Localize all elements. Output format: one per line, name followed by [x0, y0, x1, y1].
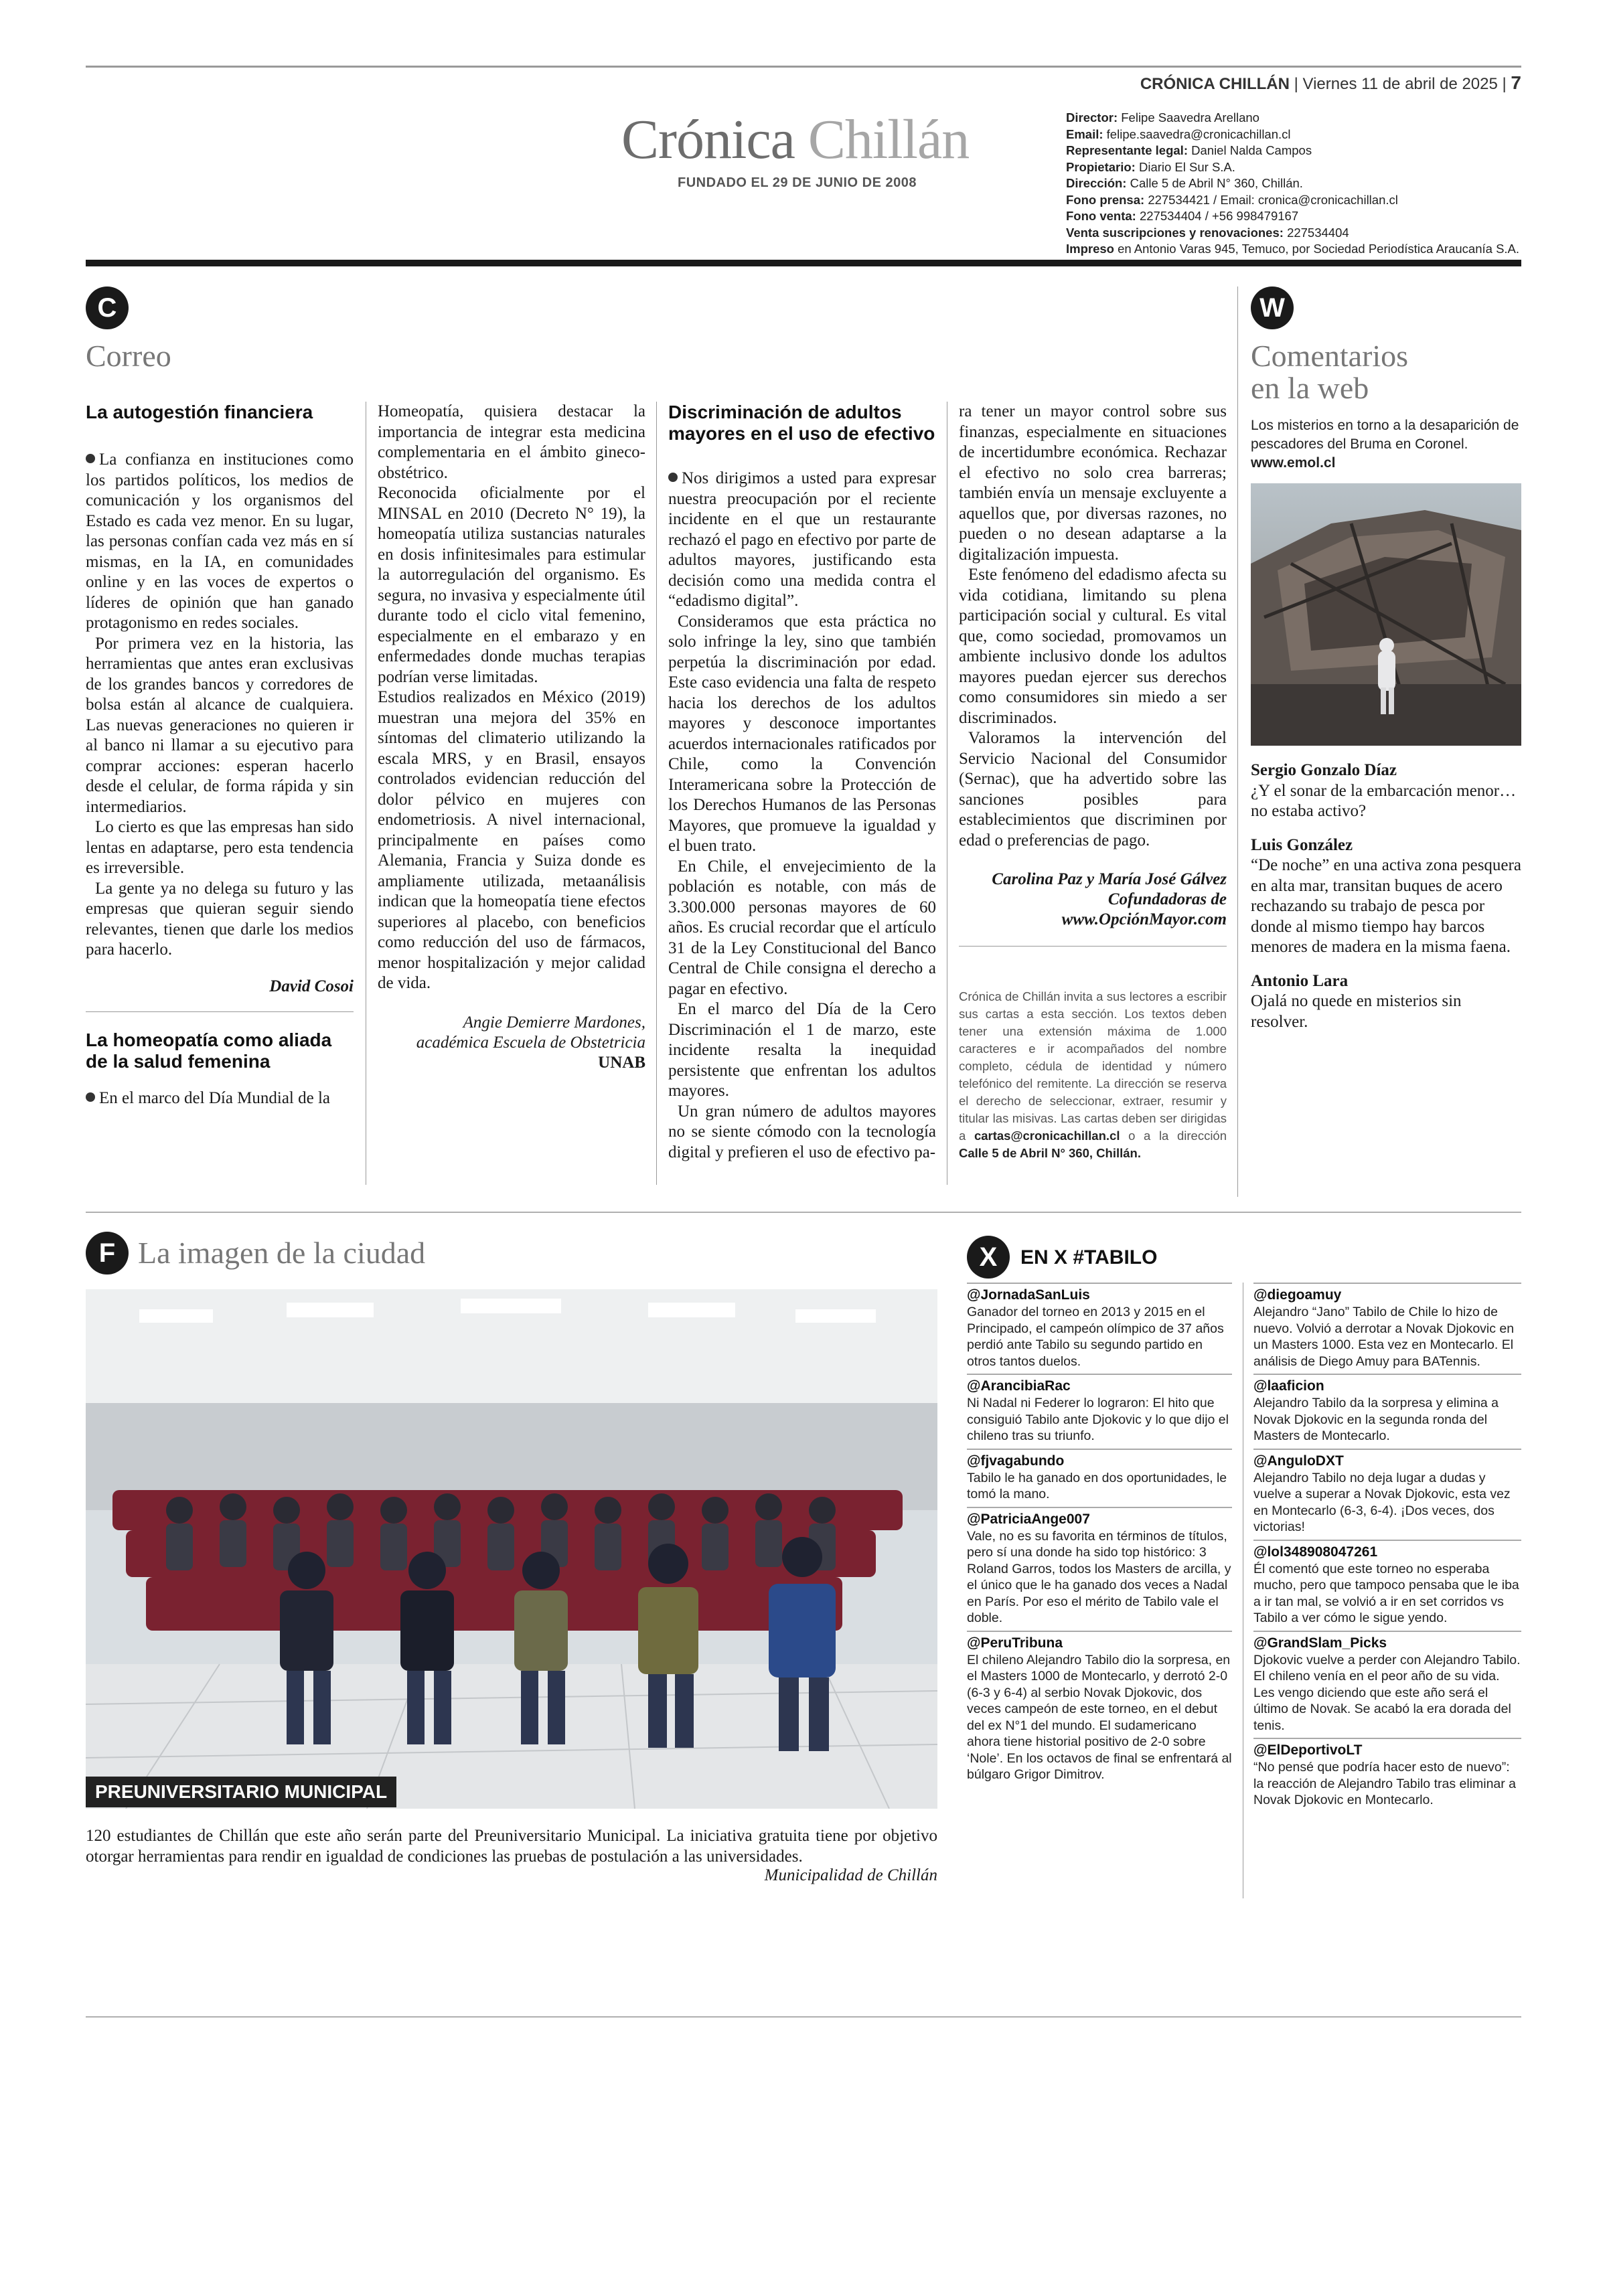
web-lead — [1251, 416, 1521, 473]
letter-headline: Discriminación de adultos mayores en el uso de efectivo — [668, 402, 935, 444]
header-divider — [86, 260, 1521, 266]
signature-org: www.OpciónMayor.com — [1061, 910, 1227, 928]
letter-paragraph: Lo cierto es que las empresas han sido lentas en adaptarse, pero esta tendencia es irreversible. — [86, 818, 354, 877]
comment-author: Antonio Lara — [1251, 971, 1349, 990]
top-rule — [86, 66, 1521, 68]
letter-paragraph: En Chile, el envejecimiento de la población es notable, con más de 3.300.000 personas mayores de 60 años. Es crucial recordar que el artículo 31 de la Ley Constitucional del Banco Central de Chile consigna el derecho a pagar en efectivo. — [668, 857, 936, 998]
masthead-row — [1066, 225, 1521, 242]
web-badge: W — [1251, 286, 1294, 329]
masthead-row — [1066, 159, 1521, 176]
city-photo — [86, 1289, 937, 1809]
letter-signature — [86, 977, 354, 997]
paragraph-text: Nos dirigimos a usted para expresar nuestra preocupación por el reciente incidente en el que un restaurante rechazó el pago en efectivo por parte de adultos mayores, justificando esta decisión como una medida contra el “edadismo digital”. — [668, 469, 936, 610]
tweet[interactable] — [1253, 1540, 1521, 1627]
section-divider — [86, 1212, 1521, 1213]
comment-author: Sergio Gonzalo Díaz — [1251, 761, 1397, 779]
tweet[interactable] — [967, 1283, 1232, 1370]
page-number: 7 — [1511, 72, 1521, 93]
masthead — [1066, 110, 1521, 258]
tweet-text: Él comentó que este torneo no esperaba mucho, pero que tampoco pensaba que le iba a ir tan mal, se volvió a ir en set corridos vs Tabilo a ver cómo le sigue yendo. — [1253, 1561, 1519, 1625]
folio — [1140, 72, 1521, 94]
masthead-value: Calle 5 de Abril N° 360, Chillán. — [1130, 176, 1303, 190]
founded-line: FUNDADO EL 29 DE JUNIO DE 2008 — [678, 175, 917, 190]
correo-section-title: Correo — [86, 339, 171, 373]
tweet-text: Alejandro Tabilo no deja lugar a dudas y vuelve a superar a Novak Djokovic, esta vez en Montecarlo (6-3, 6-4). ¡Dos veces, dos victorias! — [1253, 1470, 1511, 1534]
masthead-row — [1066, 208, 1521, 225]
masthead-label: Impreso — [1066, 242, 1114, 256]
letter-paragraph — [668, 469, 936, 612]
letter-paragraph: Valoramos la intervención del Servicio Nacional del Consumidor (Sernac), que ha advertido sobre las sanciones posibles para establecimientos que discriminen por edad o preferencias de pago. — [959, 729, 1227, 849]
letter-paragraph: ra tener un mayor control sobre sus finanzas, especialmente en situaciones de incertidumbre económica. Rechazar el efectivo no solo crea barreras; también envía un mensaje excluyente a aquellos que, por diversas razones, no pueden o no desean adaptarse a la digitalización impuesta. — [959, 402, 1227, 564]
logo-word-1: Crónica — [621, 108, 795, 171]
letter-paragraph: Reconocida oficialmente por el MINSAL en 2010 (Decreto N° 19), la homeopatía utiliza sustancias naturales en dosis infinitesimales para estimular la autorregulación del organismo. Es segura, no invasiva y especialmente útil durante todo el ciclo vital femenino, especialmente en el embarazo y en enfermedades donde muchas terapias podrían verse limitadas. — [378, 484, 645, 686]
letter-signature — [378, 1013, 645, 1073]
city-photo-credit: Municipalidad de Chillán — [764, 1866, 937, 1884]
masthead-row — [1066, 110, 1521, 127]
tweet-handle[interactable]: @PeruTribuna — [967, 1635, 1063, 1651]
masthead-row — [1066, 241, 1521, 258]
letter-divider — [86, 1011, 354, 1012]
letter-column-3 — [668, 402, 936, 1163]
web-title-line-2: en la web — [1251, 371, 1369, 405]
web-source-link[interactable]: www.emol.cl — [1251, 455, 1336, 471]
letter-divider — [959, 946, 1227, 947]
masthead-row — [1066, 143, 1521, 159]
letter-column-2 — [378, 402, 645, 1073]
web-comment — [1251, 971, 1521, 1033]
masthead-label: Email: — [1066, 127, 1103, 141]
masthead-label: Representante legal: — [1066, 143, 1188, 157]
bullet-dot-icon — [86, 454, 95, 463]
masthead-value: felipe.saavedra@cronicachillan.cl — [1106, 127, 1291, 141]
signature-name: David Cosoi — [269, 977, 354, 995]
auditorium-illustration — [86, 1289, 937, 1809]
comment-author: Luis González — [1251, 835, 1353, 854]
tweet-text: Tabilo le ha ganado en dos oportunidades, le tomó la mano. — [967, 1470, 1227, 1501]
photo-label: PREUNIVERSITARIO MUNICIPAL — [86, 1777, 396, 1807]
x-badge: X — [967, 1236, 1010, 1279]
signature-name: Angie Demierre Mardones, — [463, 1013, 645, 1032]
note-email: cartas@cronicachillan.cl — [974, 1129, 1120, 1143]
letter-headline: La homeopatía como aliada de la salud femenina — [86, 1029, 332, 1072]
tweet-text: Djokovic vuelve a perder con Alejandro Tabilo. El chileno venía en el peor año de su vida. Les vengo diciendo que este año será el último de Novak. Se acabó la era dorada del tenis. — [1253, 1652, 1521, 1733]
masthead-value: 227534404 — [1287, 225, 1349, 240]
signature-org: UNAB — [598, 1053, 645, 1072]
masthead-row — [1066, 192, 1521, 209]
shipwreck-illustration — [1251, 483, 1521, 746]
correo-badge: C — [86, 286, 129, 329]
bottom-rule — [86, 2016, 1521, 2018]
tweet[interactable] — [1253, 1283, 1521, 1370]
letter-paragraph — [86, 1088, 354, 1109]
masthead-value: 227534421 / Email: cronica@cronicachillan.cl — [1148, 192, 1398, 207]
masthead-value: Diario El Sur S.A. — [1138, 159, 1235, 174]
tweet[interactable] — [967, 1631, 1232, 1783]
bullet-dot-icon — [668, 473, 678, 482]
letter-paragraph: Homeopatía, quisiera destacar la importancia de integrar esta medicina complementaria en el ámbito gineco-obstétrico. — [378, 402, 645, 482]
web-title-line-1: Comentarios — [1251, 339, 1409, 373]
masthead-row — [1066, 127, 1521, 143]
web-section-title — [1251, 340, 1408, 404]
tweets-column-1 — [967, 1283, 1232, 1787]
tweet-text: El chileno Alejandro Tabilo dio la sorpresa, en el Masters 1000 de Montecarlo, y derrotó 2-0 (6-3 y 6-4) al serbio Novak Djokovic, dos veces campeón de este torneo, en el debut del ex N°1 del mundo. El sudamericano ahora tiene historial positivo de 2-0 sobre ‘Nole’. En los octavos de final se enfrentará al búlgaro Grigor Dimitrov. — [967, 1652, 1232, 1782]
tweet-handle[interactable]: @PatriciaAnge007 — [967, 1511, 1090, 1527]
tweet-handle[interactable]: @lol348908047261 — [1253, 1544, 1378, 1560]
tweet-handle[interactable]: @GrandSlam_Picks — [1253, 1635, 1387, 1651]
shipwreck-photo — [1251, 483, 1521, 746]
tweet-handle[interactable]: @laaficion — [1253, 1378, 1324, 1394]
note-text: Crónica de Chillán invita a sus lectores a escribir sus cartas a esta sección. Los textos deben tener una extensión máxima de 1.000 caracteres e ir acompañados del nombre completo, cédula de identidad y número telefónico del remitente. La dirección se reserva el derecho de seleccionar, extraer, resumir y titular las misivas. Las cartas deben ser dirigidas a — [959, 989, 1227, 1143]
masthead-row — [1066, 175, 1521, 192]
signature-role: académica Escuela de Obstetricia — [416, 1033, 645, 1052]
city-caption: 120 estudiantes de Chillán que este año serán parte del Preuniversitario Municipal. La iniciativa gratuita tiene por objetivo otorgar herramientas para rendir en igualdad de condiciones las pruebas de postulación a las universidades. — [86, 1827, 937, 1866]
letter-paragraph — [86, 450, 354, 634]
comment-text: Ojalá no quede en misterios sin resolver. — [1251, 992, 1462, 1031]
letter-column-1 — [86, 402, 354, 1109]
folio-sep2: | — [1502, 75, 1511, 93]
masthead-value: Felipe Saavedra Arellano — [1121, 110, 1259, 125]
folio-date: Viernes 11 de abril de 2025 — [1302, 75, 1498, 93]
letter-headline: La autogestión financiera — [86, 402, 313, 422]
web-lead-text: Los misterios en torno a la desaparición de pescadores del Bruma en Coronel. — [1251, 418, 1519, 452]
note-address: Calle 5 de Abril N° 360, Chillán. — [959, 1146, 1141, 1160]
masthead-label: Fono venta: — [1066, 209, 1136, 223]
tweet-text: “No pensé que podría hacer esto de nuevo”: la reacción de Alejandro Tabilo tras eliminar a Novak Djokovic en Montecarlo. — [1253, 1760, 1517, 1807]
web-comment — [1251, 835, 1521, 958]
tweet[interactable] — [1253, 1738, 1521, 1809]
newspaper-logo — [621, 107, 969, 172]
comment-text: ¿Y el sonar de la embarcación menor… no estaba activo? — [1251, 781, 1517, 820]
letter-paragraph: La gente ya no delega su futuro y las empresas que quieran seguir siendo relevantes, tienen que darle los medios para hacerlo. — [86, 879, 354, 959]
letter-column-4 — [959, 402, 1227, 959]
masthead-value: en Antonio Varas 945, Temuco, por Sociedad Periodística Araucanía S.A. — [1118, 242, 1520, 256]
tweet[interactable] — [967, 1449, 1232, 1503]
web-comment — [1251, 760, 1521, 822]
tweet-handle[interactable]: @diegoamuy — [1253, 1287, 1342, 1303]
masthead-label: Fono prensa: — [1066, 192, 1145, 207]
tweet[interactable] — [1253, 1449, 1521, 1536]
signature-name: Carolina Paz y María José Gálvez — [992, 870, 1227, 888]
masthead-label: Dirección: — [1066, 176, 1127, 190]
letter-signature — [959, 870, 1227, 930]
note-text-mid: o a la dirección — [1128, 1129, 1227, 1143]
paragraph-text: En el marco del Día Mundial de la — [99, 1088, 331, 1107]
city-badge: F — [86, 1232, 129, 1275]
tweets-column-2 — [1253, 1283, 1521, 1813]
letter-paragraph: Estudios realizados en México (2019) muestran una mejora del 35% en síntomas del climaterio utilizando la escala MRS, y en Brasil, ensayos controlados evidencian reducción del dolor pélvico en mujeres con endometriosis. A nivel internacional, principalmente en países como Alemania, Francia y Suiza donde es ampliamente utilizada, metaanálisis indican que la homeopatía tiene efectos superiores al placebo, con beneficios como reducción del uso de fármacos, menor hospitalización y mejor calidad de vida. — [378, 688, 645, 992]
tweet-text: Alejandro Tabilo da la sorpresa y elimina a Novak Djokovic en la segunda ronda del Masters de Montecarlo. — [1253, 1396, 1499, 1443]
masthead-label: Propietario: — [1066, 159, 1136, 174]
x-section-title: EN X #TABILO — [1020, 1246, 1158, 1268]
masthead-value: Daniel Nalda Campos — [1191, 143, 1312, 157]
folio-paper: CRÓNICA CHILLÁN — [1140, 75, 1290, 93]
letter-paragraph: En el marco del Día de la Cero Discriminación el 1 de marzo, este incidente resalta la inequidad persistente que enfrentan los adultos mayores. — [668, 1000, 936, 1100]
tweet-text: Ganador del torneo en 2013 y 2015 en el Principado, el campeón olímpico de 37 años perdió ante Tabilo su segundo partido en otros tantos duelos. — [967, 1305, 1224, 1369]
letter-paragraph: Consideramos que esta práctica no solo infringe la ley, sino que también perpetúa la discriminación por edad. Este caso evidencia una falta de respeto hacia los derechos de los adultos mayores y desconoce importantes acuerdos internacionales ratificados por Chile, como la Convención Interamericana sobre la Protección de los Derechos Humanos de las Personas Mayores, que promueve la igualdad y el buen trato. — [668, 612, 936, 855]
tweet-handle[interactable]: @AnguloDXT — [1253, 1453, 1344, 1469]
bullet-dot-icon — [86, 1092, 95, 1102]
tweet-handle[interactable]: @JornadaSanLuis — [967, 1287, 1090, 1303]
signature-role: Cofundadoras de — [1107, 890, 1227, 908]
column-rule — [656, 402, 657, 1185]
tweet-text: Vale, no es su favorita en términos de títulos, pero sí una donde ha sido top histórico: 3 Roland Garros, todos los Masters de arcilla, y el único que le ha ganado dos veces a Nadal en París. Por eso el mérito de Tabilo vale el doble. — [967, 1528, 1231, 1625]
tweet-handle[interactable]: @ArancibiaRac — [967, 1378, 1071, 1394]
masthead-value: 227534404 / +56 998479167 — [1139, 209, 1299, 223]
city-section-title: La imagen de la ciudad — [138, 1236, 426, 1270]
tweet-handle[interactable]: @fjvagabundo — [967, 1453, 1065, 1469]
comment-text: “De noche” en una activa zona pesquera en alta mar, transitan buques de acero rechazando su trabajo de pesca por donde al mismo tiempo hay barcos menores de madera en la misma faena. — [1251, 856, 1521, 956]
masthead-label: Venta suscripciones y renovaciones: — [1066, 225, 1284, 240]
tweet[interactable] — [1253, 1374, 1521, 1445]
tweet-text: Alejandro “Jano” Tabilo de Chile lo hizo de nuevo. Volvió a derrotar a Novak Djokovic en un Masters 1000. Esta vez en Montecarlo. El análisis de Diego Amuy para BATennis. — [1253, 1305, 1515, 1369]
tweet-text: Ni Nadal ni Federer lo lograron: El hito que consiguió Tabilo ante Djokovic y lo que dijo el chileno tras su triunfo. — [967, 1396, 1229, 1443]
tweet-handle[interactable]: @ElDeportivoLT — [1253, 1742, 1363, 1758]
letter-paragraph: Por primera vez en la historia, las herramientas que antes eran exclusivas de los grandes bancos y corredores de bolsa están al alcance de cualquiera. Las nuevas generaciones no quieren ir al banco ni llamar a su ejecutivo para comprar acciones: esperan hacerlo desde el celular, de forma rápida y sin intermediarios. — [86, 634, 354, 816]
web-comments — [1251, 760, 1521, 1032]
letter-paragraph: Un gran número de adultos mayores no se siente cómodo con la tecnología digital y prefieren el uso de efectivo pa- — [668, 1102, 936, 1161]
column-rule — [1237, 286, 1238, 1197]
tweet[interactable] — [967, 1507, 1232, 1627]
paragraph-text: La confianza en instituciones como los partidos políticos, los medios de comunicación y los organismos del Estado es cada vez menor. En su lugar, las personas confían cada vez más en sí mismas, en la IA, en comunidades online y en las voces de expertos o líderes de opinión que han ganado protagonismo en redes sociales. — [86, 450, 354, 632]
folio-sep: | — [1294, 75, 1303, 93]
logo-word-2: Chillán — [808, 108, 970, 171]
masthead-label: Director: — [1066, 110, 1118, 125]
tweet[interactable] — [1253, 1631, 1521, 1734]
letter-paragraph: Este fenómeno del edadismo afecta su vida cotidiana, limitando su plena participación social y cultural. Es vital que, como sociedad, promovamos un ambiente inclusivo donde los adultos mayores puedan ejercer sus derechos como consumidores sin miedo a ser discriminados. — [959, 566, 1227, 727]
tweet[interactable] — [967, 1374, 1232, 1445]
reader-letters-note — [959, 988, 1227, 1162]
